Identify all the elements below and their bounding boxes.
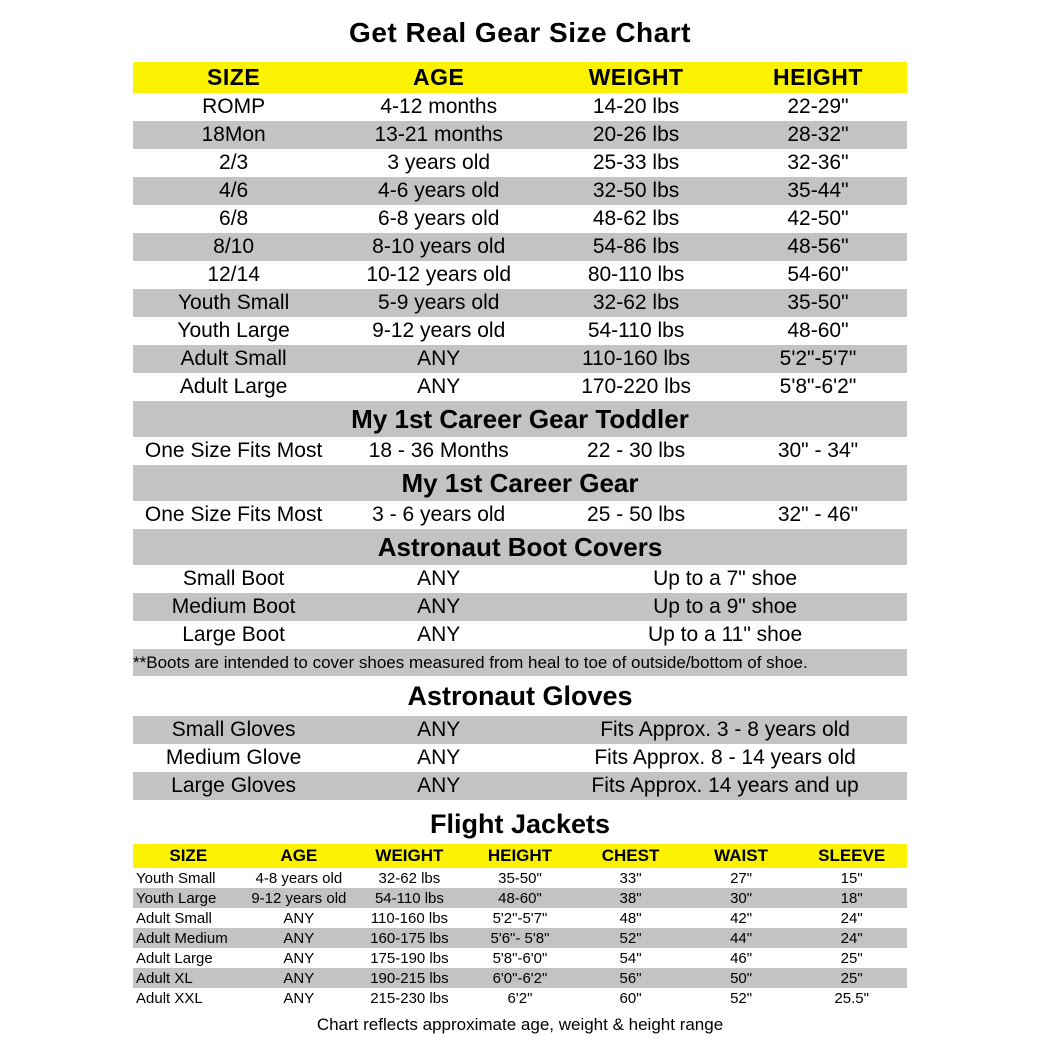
cell-size: Youth Small	[136, 869, 216, 887]
cell-size: Large Boot	[182, 623, 285, 646]
cell-size: Adult XL	[136, 969, 193, 987]
table-row	[133, 908, 907, 928]
cell-waist: 27"	[730, 869, 753, 887]
cell-age: 8-10 years old	[372, 235, 506, 258]
cell-waist: 52"	[730, 989, 753, 1007]
table-row	[133, 289, 907, 317]
cell-chest: 52"	[619, 929, 642, 947]
cell-weight: 54-110 lbs	[587, 319, 685, 342]
cell-height: 35-50"	[498, 869, 542, 887]
section-title-toddler: My 1st Career Gear Toddler	[133, 401, 907, 437]
chart-footer-note: Chart reflects approximate age, weight & height range	[316, 1015, 724, 1034]
cell-height: 35-50"	[787, 291, 849, 314]
cell-height: 6'0"-6'2"	[492, 969, 548, 987]
cell-sleeve: 24"	[840, 929, 863, 947]
cell-height: 5'8"-6'0"	[492, 949, 548, 967]
cell-chest: 60"	[619, 989, 642, 1007]
column-header-age: AGE	[280, 846, 318, 865]
cell-size: 2/3	[219, 151, 249, 174]
column-header-sleeve: SLEEVE	[818, 846, 886, 865]
column-header-height: HEIGHT	[487, 846, 553, 865]
column-header-age: AGE	[413, 64, 465, 90]
cell-age: 13-21 months	[374, 123, 503, 146]
cell-age: ANY	[417, 718, 461, 741]
cell-waist: 50"	[730, 969, 753, 987]
cell-age: ANY	[417, 375, 461, 398]
cell-size: Adult Large	[136, 949, 213, 967]
cell-age: 4-12 months	[380, 95, 498, 118]
cell-weight: 190-215 lbs	[370, 969, 449, 987]
table-row	[133, 233, 907, 261]
column-header-height: HEIGHT	[773, 64, 863, 90]
cell-age: ANY	[417, 595, 461, 618]
cell-size: 18Mon	[201, 123, 266, 146]
cell-weight: 14-20 lbs	[592, 95, 680, 118]
cell-age: 10-12 years old	[366, 263, 512, 286]
cell-size: Youth Large	[177, 319, 290, 342]
column-header-size: SIZE	[169, 846, 208, 865]
cell-size: One Size Fits Most	[144, 439, 323, 462]
cell-height: 5'2"-5'7"	[492, 909, 548, 927]
cell-sleeve: 15"	[840, 869, 863, 887]
table-row	[133, 205, 907, 233]
cell-size: Youth Large	[136, 889, 217, 907]
cell-height: 32" - 46"	[777, 503, 859, 526]
cell-waist: 44"	[730, 929, 753, 947]
cell-height: 28-32"	[787, 123, 849, 146]
cell-chest: 54"	[619, 949, 642, 967]
cell-height: 35-44"	[787, 179, 849, 202]
table-row	[133, 177, 907, 205]
table-row	[133, 888, 907, 908]
cell-fit: Up to a 7" shoe	[653, 567, 798, 590]
chart-title: Get Real Gear Size Chart	[349, 17, 691, 48]
section-title-flight-jackets: Flight Jackets	[429, 809, 611, 839]
table-row	[133, 772, 907, 800]
section-title-gloves: Astronaut Gloves	[407, 681, 633, 711]
cell-size: One Size Fits Most	[144, 503, 323, 526]
cell-age: 6-8 years old	[378, 207, 500, 230]
cell-size: Adult Medium	[136, 929, 228, 947]
table-row	[133, 261, 907, 289]
cell-chest: 38"	[619, 889, 642, 907]
section-title-boot-covers: Astronaut Boot Covers	[133, 529, 907, 565]
cell-fit: Fits Approx. 8 - 14 years old	[594, 746, 856, 769]
cell-size: Small Gloves	[171, 718, 296, 741]
cell-height: 54-60"	[787, 263, 849, 286]
cell-weight: 215-230 lbs	[370, 989, 449, 1007]
table-row	[133, 93, 907, 121]
cell-chest: 48"	[619, 909, 642, 927]
cell-height: 5'8"-6'2"	[779, 375, 857, 398]
main-table-header	[133, 62, 907, 93]
cell-size: Small Boot	[182, 567, 285, 590]
cell-age: 3 years old	[387, 151, 491, 174]
cell-size: 6/8	[219, 207, 249, 230]
cell-age: 9-12 years old	[251, 889, 347, 907]
cell-age: 3 - 6 years old	[372, 503, 506, 526]
cell-weight: 20-26 lbs	[592, 123, 680, 146]
cell-age: 5-9 years old	[378, 291, 500, 314]
cell-size: ROMP	[202, 95, 266, 118]
table-row	[133, 593, 907, 621]
cell-height: 42-50"	[787, 207, 849, 230]
cell-weight: 32-62 lbs	[378, 869, 441, 887]
column-header-size: SIZE	[207, 64, 261, 90]
cell-weight: 54-86 lbs	[592, 235, 680, 258]
cell-fit: Fits Approx. 3 - 8 years old	[600, 718, 850, 741]
cell-age: ANY	[283, 929, 315, 947]
cell-age: 9-12 years old	[372, 319, 506, 342]
cell-age: 4-8 years old	[255, 869, 343, 887]
section-title-career-gear: My 1st Career Gear	[133, 465, 907, 501]
cell-age: ANY	[283, 949, 315, 967]
table-row	[133, 121, 907, 149]
cell-fit: Fits Approx. 14 years and up	[591, 774, 859, 797]
table-row	[133, 968, 907, 988]
cell-sleeve: 25.5"	[834, 989, 869, 1007]
cell-height: 5'6"- 5'8"	[490, 929, 550, 947]
cell-weight: 110-160 lbs	[581, 347, 691, 370]
table-row	[133, 868, 907, 888]
cell-weight: 160-175 lbs	[370, 929, 449, 947]
table-row	[133, 716, 907, 744]
cell-size: 8/10	[213, 235, 255, 258]
cell-weight: 25 - 50 lbs	[587, 503, 686, 526]
cell-age: ANY	[283, 909, 315, 927]
cell-weight: 175-190 lbs	[370, 949, 449, 967]
cell-height: 22-29"	[787, 95, 849, 118]
cell-age: ANY	[417, 623, 461, 646]
size-chart	[133, 0, 907, 1035]
cell-size: Adult Small	[136, 909, 212, 927]
column-header-waist: WAIST	[714, 846, 769, 865]
cell-age: 18 - 36 Months	[368, 439, 509, 462]
column-header-chest: CHEST	[601, 846, 660, 865]
cell-size: Large Gloves	[171, 774, 297, 797]
cell-size: Adult XXL	[136, 989, 203, 1007]
cell-height: 6'2"	[507, 989, 533, 1007]
cell-height: 48-60"	[787, 319, 849, 342]
cell-weight: 110-160 lbs	[370, 909, 449, 927]
cell-fit: Up to a 11" shoe	[648, 623, 803, 646]
flight-jackets-header	[133, 844, 907, 868]
cell-age: ANY	[417, 347, 461, 370]
cell-size: 4/6	[219, 179, 249, 202]
cell-height: 5'2"-5'7"	[779, 347, 857, 370]
table-row	[133, 437, 907, 465]
column-header-weight: WEIGHT	[588, 64, 684, 90]
cell-chest: 56"	[619, 969, 642, 987]
table-row	[133, 988, 907, 1008]
cell-age: ANY	[417, 746, 461, 769]
cell-age: ANY	[283, 969, 315, 987]
cell-size: Adult Small	[180, 347, 287, 370]
cell-size: Medium Boot	[171, 595, 296, 618]
cell-height: 48-60"	[498, 889, 542, 907]
cell-weight: 25-33 lbs	[592, 151, 680, 174]
cell-size: Youth Small	[177, 291, 290, 314]
cell-age: ANY	[417, 774, 461, 797]
cell-size: 12/14	[207, 263, 260, 286]
cell-size: Adult Large	[179, 375, 288, 398]
cell-weight: 48-62 lbs	[592, 207, 680, 230]
cell-weight: 80-110 lbs	[587, 263, 685, 286]
cell-age: ANY	[417, 567, 461, 590]
table-row	[133, 928, 907, 948]
cell-sleeve: 18"	[840, 889, 863, 907]
table-row	[133, 149, 907, 177]
cell-waist: 30"	[730, 889, 753, 907]
cell-weight: 54-110 lbs	[374, 889, 444, 907]
table-row	[133, 565, 907, 593]
table-row	[133, 317, 907, 345]
cell-chest: 33"	[619, 869, 642, 887]
cell-age: ANY	[283, 989, 315, 1007]
cell-height: 30" - 34"	[777, 439, 859, 462]
cell-weight: 32-50 lbs	[592, 179, 680, 202]
cell-waist: 42"	[730, 909, 753, 927]
table-row	[133, 744, 907, 772]
cell-waist: 46"	[730, 949, 753, 967]
cell-weight: 32-62 lbs	[592, 291, 680, 314]
cell-height: 32-36"	[787, 151, 849, 174]
cell-weight: 170-220 lbs	[581, 375, 691, 398]
cell-height: 48-56"	[787, 235, 849, 258]
cell-sleeve: 25"	[840, 969, 863, 987]
cell-size: Medium Glove	[165, 746, 302, 769]
column-header-weight: WEIGHT	[375, 846, 444, 865]
cell-sleeve: 25"	[840, 949, 863, 967]
cell-fit: Up to a 9" shoe	[653, 595, 798, 618]
table-row	[133, 501, 907, 529]
cell-weight: 22 - 30 lbs	[587, 439, 686, 462]
table-row	[133, 373, 907, 401]
cell-sleeve: 24"	[840, 909, 863, 927]
boots-footnote: **Boots are intended to cover shoes measured from heal to toe of outside/bottom of shoe.	[133, 649, 907, 676]
table-row	[133, 345, 907, 373]
table-row	[133, 621, 907, 649]
table-row	[133, 948, 907, 968]
cell-age: 4-6 years old	[378, 179, 500, 202]
